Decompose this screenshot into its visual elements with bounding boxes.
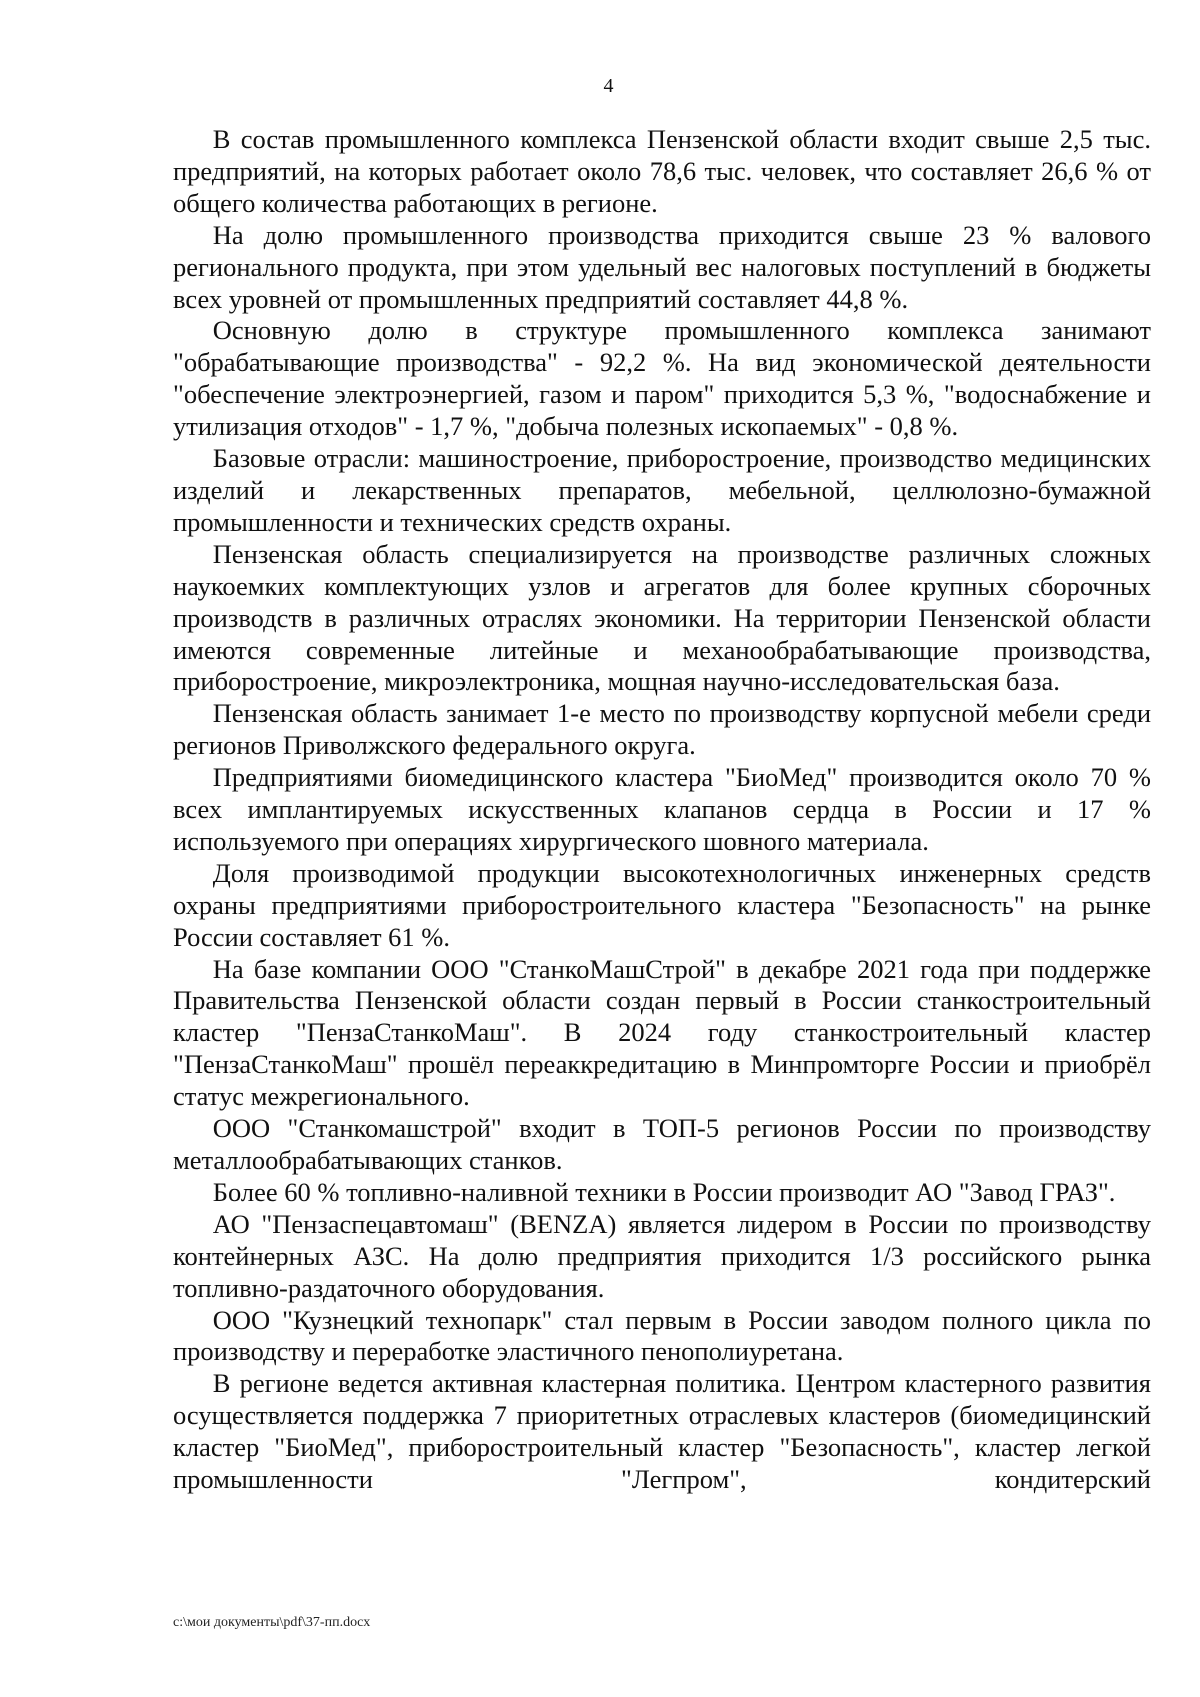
paragraph-biomed: Предприятиями биомедицинского кластера "БиоМед" производится около 70 % всех имплантируемых искусственных клапанов сердца в России и 17 % используемого при операциях хирургического шовного материала. [173, 762, 1151, 856]
paragraph-structure: Основную долю в структуре промышленного комплекса занимают "обрабатывающие производства" - 92,2 %. На вид экономической деятельности "обеспечение электроэнергией, газом и паром" приходится 5,3 %, "водоснабжение и утилизация отходов" - 1,7 %, "добыча полезных ископаемых" - 0,8 %. [173, 315, 1151, 442]
paragraph-machine-tool-cluster: На базе компании ООО "СтанкоМашСтрой" в декабре 2021 года при поддержке Правительства Пензенской области создан первый в России станкостроительный кластер "ПензаСтанкоМаш". В 2024 году станкостроительный кластер "ПензаСтанкоМаш" прошёл переаккредитацию в Минпромторге России и приобрёл статус межрегионального. [173, 953, 1151, 1112]
paragraph-benza: АО "Пензаспецавтомаш" (BENZA) является лидером в России по производству контейнерных АЗС. На долю предприятия приходится 1/3 российского рынка топливно-раздаточного оборудования. [173, 1208, 1151, 1303]
footer-file-path: c:\мои документы\pdf\37-пп.docx [173, 1615, 371, 1630]
paragraph-furniture: Пензенская область занимает 1-е место по производству корпусной мебели среди регионов Приволжского федерального округа. [173, 698, 1151, 761]
paragraph-graz: Более 60 % топливно-наливной техники в России производит АО "Завод ГРАЗ". [212, 1176, 1116, 1207]
paragraph-security-cluster: Доля производимой продукции высокотехнологичных инженерных средств охраны предприятиями приборостроительного кластера "Безопасность" на рынке России составляет 61 %. [173, 857, 1151, 952]
page-number: 4 [603, 75, 614, 97]
document-body [173, 124, 1151, 1496]
paragraph-grp-share: На долю промышленного производства приходится свыше 23 % валового регионального продукта, при этом удельный вес налоговых поступлений в бюджеты всех уровней от промышленных предприятий составляет 44,8 %. [173, 219, 1151, 314]
paragraph-kuznetsk-technopark: ООО "Кузнецкий технопарк" стал первым в России заводом полного цикла по производству и переработке эластичного пенополиуретана. [173, 1304, 1151, 1367]
paragraph-base-industries: Базовые отрасли: машиностроение, приборостроение, производство медицинских изделий и лекарственных препаратов, мебельной, целлюлозно-бумажной промышленности и технических средств охраны. [173, 443, 1151, 537]
paragraph-cluster-policy: В регионе ведется активная кластерная политика. Центром кластерного развития осуществляется поддержка 7 приоритетных отраслевых кластеров (биомедицинский кластер "БиоМед", приборостроительный кластер "Безопасность", кластер легкой промышленности "Легпром", кондитерский [173, 1368, 1151, 1495]
paragraph-specialization: Пензенская область специализируется на производстве различных сложных наукоемких комплектующих узлов и агрегатов для более крупных сборочных производств в различных отраслях экономики. На территории Пензенской области имеются современные литейные и механообрабатывающие производства, приборостроение, микроэлектроника, мощная научно-исследовательская база. [173, 538, 1151, 697]
paragraph-industrial-complex: В состав промышленного комплекса Пензенской области входит свыше 2,5 тыс. предприятий, на которых работает около 78,6 тыс. человек, что составляет 26,6 % от общего количества работающих в регионе. [173, 124, 1151, 218]
paragraph-stankomashstroy: ООО "Станкомашстрой" входит в ТОП-5 регионов России по производству металлообрабатывающих станков. [173, 1113, 1151, 1175]
